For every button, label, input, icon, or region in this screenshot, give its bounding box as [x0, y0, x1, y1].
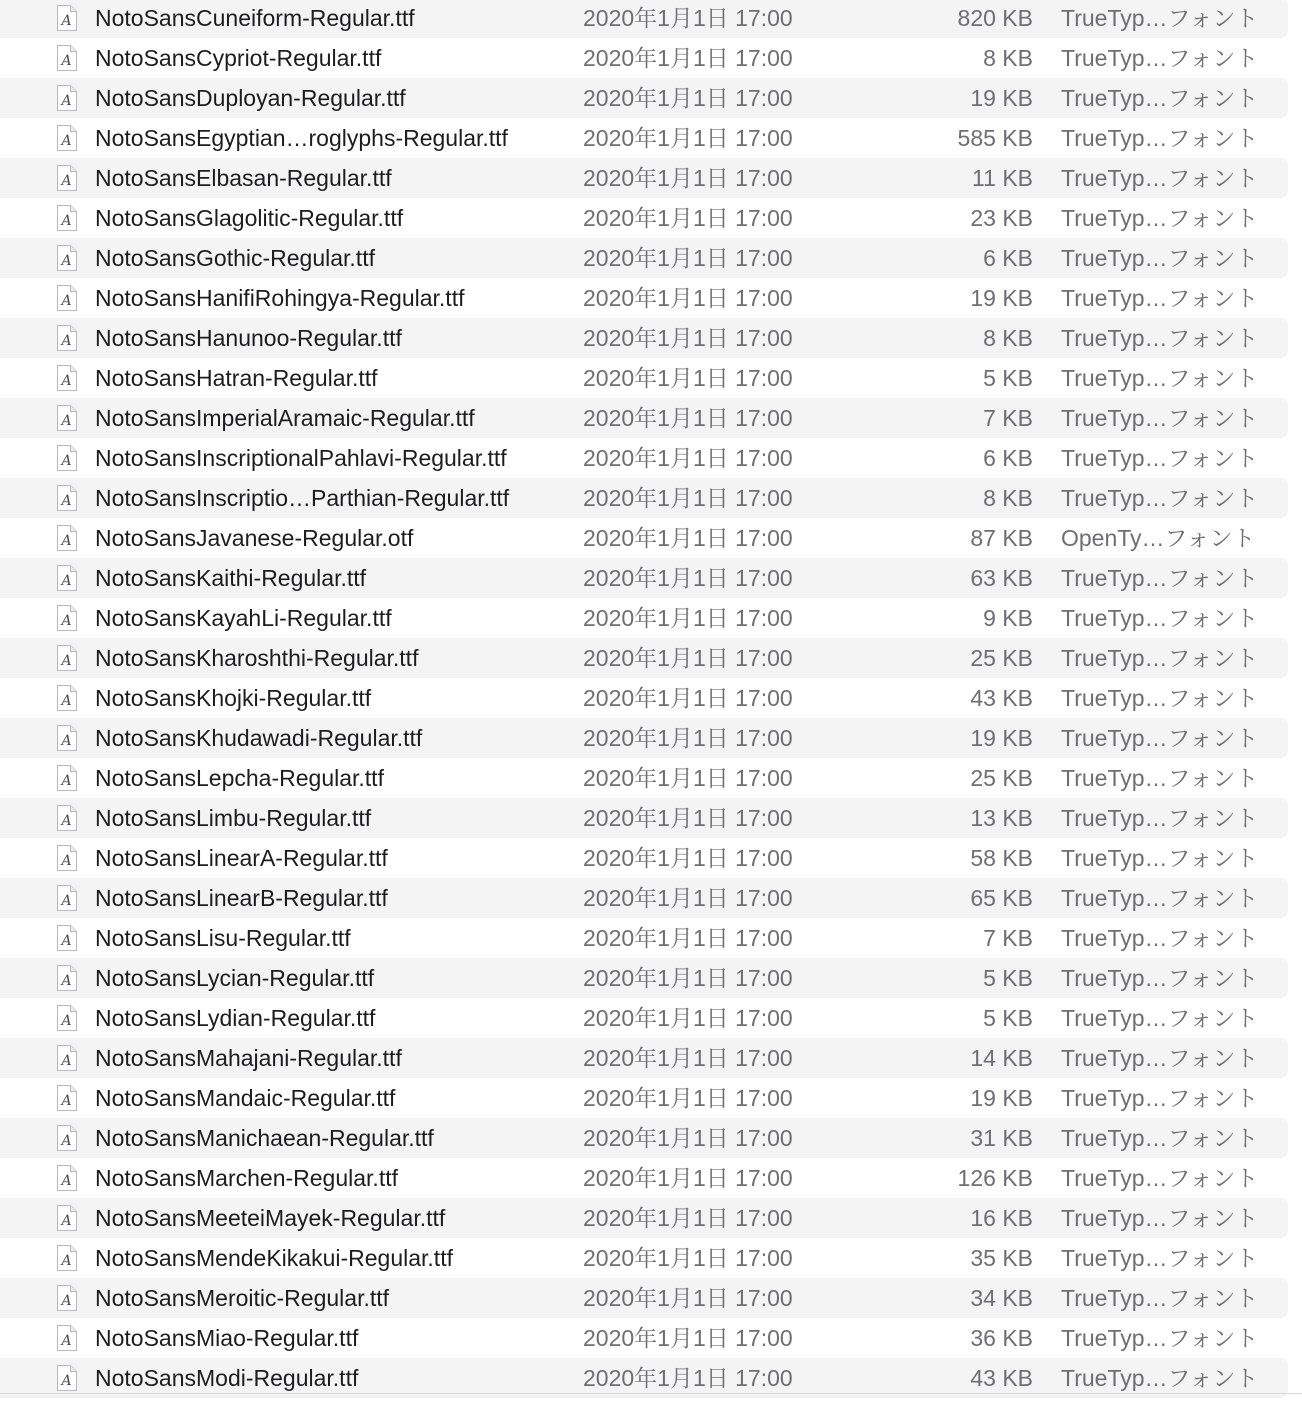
file-row[interactable] [0, 318, 1288, 358]
svg-text:A: A [61, 293, 72, 309]
file-name: NotoSansHatran-Regular.ttf [95, 365, 378, 391]
font-file-icon [55, 164, 79, 192]
file-row[interactable] [0, 278, 1288, 318]
file-row[interactable] [0, 38, 1288, 78]
file-name: NotoSansLepcha-Regular.ttf [95, 765, 384, 791]
svg-text:A: A [61, 333, 72, 349]
file-size: 7 KB [983, 925, 1033, 951]
date-modified: 2020年1月1日 17:00 [583, 85, 793, 111]
file-size: 25 KB [970, 765, 1033, 791]
svg-text:A: A [61, 213, 72, 229]
file-row[interactable] [0, 1358, 1288, 1398]
font-file-icon [55, 724, 79, 752]
svg-text:A: A [61, 1213, 72, 1229]
font-file-icon [55, 804, 79, 832]
font-file-icon [55, 1004, 79, 1032]
date-modified: 2020年1月1日 17:00 [583, 885, 793, 911]
file-name: NotoSansModi-Regular.ttf [95, 1365, 359, 1391]
file-size: 13 KB [970, 805, 1033, 831]
file-row[interactable] [0, 0, 1288, 38]
file-kind: TrueTyp…フォント [1061, 5, 1259, 31]
file-name: NotoSansHanunoo-Regular.ttf [95, 325, 402, 351]
svg-text:A: A [61, 1093, 72, 1109]
file-name: NotoSansMandaic-Regular.ttf [95, 1085, 396, 1111]
date-modified: 2020年1月1日 17:00 [583, 805, 793, 831]
file-row[interactable] [0, 1158, 1288, 1198]
file-name: NotoSansInscriptio…Parthian-Regular.ttf [95, 485, 510, 511]
file-name: NotoSansEgyptian…roglyphs-Regular.ttf [95, 125, 508, 151]
file-kind: TrueTyp…フォント [1061, 45, 1259, 71]
date-modified: 2020年1月1日 17:00 [583, 1045, 793, 1071]
svg-text:A: A [61, 53, 72, 69]
file-name: NotoSansLycian-Regular.ttf [95, 965, 375, 991]
file-name: NotoSansMarchen-Regular.ttf [95, 1165, 398, 1191]
file-kind: TrueTyp…フォント [1061, 325, 1259, 351]
date-modified: 2020年1月1日 17:00 [583, 485, 793, 511]
file-kind: TrueTyp…フォント [1061, 725, 1259, 751]
font-file-icon [55, 1324, 79, 1352]
file-name: NotoSansLisu-Regular.ttf [95, 925, 351, 951]
file-row[interactable] [0, 158, 1288, 198]
file-kind: TrueTyp…フォント [1061, 1245, 1259, 1271]
file-size: 63 KB [970, 565, 1033, 591]
file-row[interactable] [0, 638, 1288, 678]
file-kind: TrueTyp…フォント [1061, 365, 1259, 391]
date-modified: 2020年1月1日 17:00 [583, 965, 793, 991]
file-size: 58 KB [970, 845, 1033, 871]
svg-text:A: A [61, 813, 72, 829]
file-row[interactable] [0, 798, 1288, 838]
file-kind: TrueTyp…フォント [1061, 1365, 1259, 1391]
file-kind: TrueTyp…フォント [1061, 165, 1259, 191]
file-kind: TrueTyp…フォント [1061, 565, 1259, 591]
date-modified: 2020年1月1日 17:00 [583, 565, 793, 591]
file-name: NotoSansManichaean-Regular.ttf [95, 1125, 434, 1151]
svg-text:A: A [61, 373, 72, 389]
file-row[interactable] [0, 398, 1288, 438]
svg-text:A: A [61, 773, 72, 789]
svg-text:A: A [61, 1253, 72, 1269]
font-file-icon [55, 444, 79, 472]
file-size: 7 KB [983, 405, 1033, 431]
date-modified: 2020年1月1日 17:00 [583, 165, 793, 191]
file-row[interactable] [0, 1078, 1288, 1118]
file-kind: TrueTyp…フォント [1061, 845, 1259, 871]
svg-text:A: A [61, 933, 72, 949]
file-size: 6 KB [983, 445, 1033, 471]
file-size: 5 KB [983, 1005, 1033, 1031]
file-size: 16 KB [970, 1205, 1033, 1231]
svg-text:A: A [61, 173, 72, 189]
file-size: 43 KB [970, 1365, 1033, 1391]
file-kind: TrueTyp…フォント [1061, 605, 1259, 631]
date-modified: 2020年1月1日 17:00 [583, 685, 793, 711]
file-name: NotoSansMeroitic-Regular.ttf [95, 1285, 390, 1311]
svg-text:A: A [61, 693, 72, 709]
file-size: 43 KB [970, 685, 1033, 711]
file-kind: TrueTyp…フォント [1061, 1045, 1259, 1071]
date-modified: 2020年1月1日 17:00 [583, 445, 793, 471]
file-kind: TrueTyp…フォント [1061, 445, 1259, 471]
font-file-icon [55, 524, 79, 552]
font-file-icon [55, 84, 79, 112]
file-row[interactable] [0, 118, 1288, 158]
svg-text:A: A [61, 1173, 72, 1189]
date-modified: 2020年1月1日 17:00 [583, 725, 793, 751]
file-row[interactable] [0, 78, 1288, 118]
date-modified: 2020年1月1日 17:00 [583, 45, 793, 71]
file-size: 87 KB [970, 525, 1033, 551]
svg-text:A: A [61, 1133, 72, 1149]
font-file-icon [55, 924, 79, 952]
file-name: NotoSansHanifiRohingya-Regular.ttf [95, 285, 465, 311]
date-modified: 2020年1月1日 17:00 [583, 1005, 793, 1031]
svg-text:A: A [61, 1013, 72, 1029]
font-file-icon [55, 1364, 79, 1392]
date-modified: 2020年1月1日 17:00 [583, 645, 793, 671]
font-file-icon [55, 484, 79, 512]
file-kind: TrueTyp…フォント [1061, 645, 1259, 671]
file-kind: TrueTyp…フォント [1061, 1325, 1259, 1351]
file-kind: TrueTyp…フォント [1061, 1285, 1259, 1311]
date-modified: 2020年1月1日 17:00 [583, 1085, 793, 1111]
file-name: NotoSansKhojki-Regular.ttf [95, 685, 372, 711]
font-file-icon [55, 604, 79, 632]
file-name: NotoSansCuneiform-Regular.ttf [95, 5, 415, 31]
file-name: NotoSansDuployan-Regular.ttf [95, 85, 406, 111]
file-size: 8 KB [983, 325, 1033, 351]
file-size: 9 KB [983, 605, 1033, 631]
font-file-icon [55, 644, 79, 672]
file-row[interactable] [0, 238, 1288, 278]
date-modified: 2020年1月1日 17:00 [583, 765, 793, 791]
file-kind: TrueTyp…フォント [1061, 485, 1259, 511]
file-kind: TrueTyp…フォント [1061, 125, 1259, 151]
file-name: NotoSansKaithi-Regular.ttf [95, 565, 367, 591]
file-kind: OpenTy…フォント [1061, 525, 1256, 551]
file-row[interactable] [0, 878, 1288, 918]
file-size: 14 KB [970, 1045, 1033, 1071]
file-name: NotoSansMahajani-Regular.ttf [95, 1045, 402, 1071]
file-size: 34 KB [970, 1285, 1033, 1311]
date-modified: 2020年1月1日 17:00 [583, 845, 793, 871]
svg-text:A: A [61, 453, 72, 469]
font-file-icon [55, 1284, 79, 1312]
date-modified: 2020年1月1日 17:00 [583, 1165, 793, 1191]
file-name: NotoSansLydian-Regular.ttf [95, 1005, 376, 1031]
date-modified: 2020年1月1日 17:00 [583, 365, 793, 391]
file-size: 19 KB [970, 1085, 1033, 1111]
file-name: NotoSansKhudawadi-Regular.ttf [95, 725, 423, 751]
font-file-icon [55, 884, 79, 912]
font-file-icon [55, 1084, 79, 1112]
font-file-icon [55, 364, 79, 392]
file-kind: TrueTyp…フォント [1061, 885, 1259, 911]
file-kind: TrueTyp…フォント [1061, 765, 1259, 791]
font-file-icon [55, 964, 79, 992]
svg-text:A: A [61, 733, 72, 749]
date-modified: 2020年1月1日 17:00 [583, 285, 793, 311]
file-row[interactable] [0, 1318, 1288, 1358]
file-size: 8 KB [983, 485, 1033, 511]
file-name: NotoSansElbasan-Regular.ttf [95, 165, 392, 191]
svg-text:A: A [61, 533, 72, 549]
date-modified: 2020年1月1日 17:00 [583, 925, 793, 951]
font-file-icon [55, 44, 79, 72]
file-row[interactable] [0, 958, 1288, 998]
svg-text:A: A [61, 413, 72, 429]
svg-text:A: A [61, 1333, 72, 1349]
file-kind: TrueTyp…フォント [1061, 965, 1259, 991]
file-kind: TrueTyp…フォント [1061, 405, 1259, 431]
font-file-icon [55, 564, 79, 592]
svg-text:A: A [61, 93, 72, 109]
file-row[interactable] [0, 1238, 1288, 1278]
file-size: 8 KB [983, 45, 1033, 71]
file-name: NotoSansMeeteiMayek-Regular.ttf [95, 1205, 446, 1231]
svg-text:A: A [61, 973, 72, 989]
date-modified: 2020年1月1日 17:00 [583, 1285, 793, 1311]
date-modified: 2020年1月1日 17:00 [583, 1125, 793, 1151]
file-size: 6 KB [983, 245, 1033, 271]
file-row[interactable] [0, 998, 1288, 1038]
svg-text:A: A [61, 253, 72, 269]
file-kind: TrueTyp…フォント [1061, 1125, 1259, 1151]
date-modified: 2020年1月1日 17:00 [583, 525, 793, 551]
date-modified: 2020年1月1日 17:00 [583, 1325, 793, 1351]
file-row[interactable] [0, 1038, 1288, 1078]
font-file-icon [55, 684, 79, 712]
file-row[interactable] [0, 718, 1288, 758]
date-modified: 2020年1月1日 17:00 [583, 605, 793, 631]
file-row[interactable] [0, 598, 1288, 638]
file-name: NotoSansInscriptionalPahlavi-Regular.ttf [95, 445, 507, 471]
svg-text:A: A [61, 893, 72, 909]
file-row[interactable] [0, 478, 1288, 518]
file-size: 820 KB [957, 5, 1033, 31]
date-modified: 2020年1月1日 17:00 [583, 325, 793, 351]
svg-text:A: A [61, 493, 72, 509]
svg-text:A: A [61, 573, 72, 589]
date-modified: 2020年1月1日 17:00 [583, 1365, 793, 1391]
file-name: NotoSansLinearA-Regular.ttf [95, 845, 388, 871]
file-row[interactable] [0, 1118, 1288, 1158]
font-file-icon [55, 284, 79, 312]
file-size: 5 KB [983, 965, 1033, 991]
font-file-icon [55, 1244, 79, 1272]
file-kind: TrueTyp…フォント [1061, 1165, 1259, 1191]
svg-text:A: A [61, 1053, 72, 1069]
file-name: NotoSansKayahLi-Regular.ttf [95, 605, 392, 631]
file-size: 65 KB [970, 885, 1033, 911]
file-row[interactable] [0, 678, 1288, 718]
file-name: NotoSansLinearB-Regular.ttf [95, 885, 388, 911]
file-name: NotoSansMiao-Regular.ttf [95, 1325, 359, 1351]
file-size: 585 KB [957, 125, 1033, 151]
file-size: 11 KB [972, 165, 1033, 191]
date-modified: 2020年1月1日 17:00 [583, 125, 793, 151]
svg-text:A: A [61, 133, 72, 149]
font-file-icon [55, 1204, 79, 1232]
file-kind: TrueTyp…フォント [1061, 85, 1259, 111]
font-file-icon [55, 244, 79, 272]
font-file-icon [55, 124, 79, 152]
file-kind: TrueTyp…フォント [1061, 205, 1259, 231]
file-size: 126 KB [957, 1165, 1033, 1191]
svg-text:A: A [61, 1373, 72, 1389]
file-size: 5 KB [983, 365, 1033, 391]
svg-text:A: A [61, 13, 72, 29]
svg-text:A: A [61, 613, 72, 629]
file-kind: TrueTyp…フォント [1061, 285, 1259, 311]
date-modified: 2020年1月1日 17:00 [583, 245, 793, 271]
file-kind: TrueTyp…フォント [1061, 805, 1259, 831]
file-row[interactable] [0, 918, 1288, 958]
file-size: 23 KB [970, 205, 1033, 231]
file-kind: TrueTyp…フォント [1061, 1085, 1259, 1111]
file-size: 19 KB [970, 85, 1033, 111]
file-row[interactable] [0, 558, 1288, 598]
file-size: 19 KB [970, 285, 1033, 311]
font-file-icon [55, 4, 79, 32]
date-modified: 2020年1月1日 17:00 [583, 1205, 793, 1231]
font-file-icon [55, 764, 79, 792]
file-name: NotoSansGlagolitic-Regular.ttf [95, 205, 404, 231]
file-row[interactable] [0, 1278, 1288, 1318]
font-file-icon [55, 404, 79, 432]
file-kind: TrueTyp…フォント [1061, 1205, 1259, 1231]
date-modified: 2020年1月1日 17:00 [583, 405, 793, 431]
date-modified: 2020年1月1日 17:00 [583, 1245, 793, 1271]
file-name: NotoSansKharoshthi-Regular.ttf [95, 645, 419, 671]
file-name: NotoSansMendeKikakui-Regular.ttf [95, 1245, 453, 1271]
date-modified: 2020年1月1日 17:00 [583, 5, 793, 31]
file-name: NotoSansGothic-Regular.ttf [95, 245, 375, 271]
font-file-icon [55, 1124, 79, 1152]
svg-text:A: A [61, 653, 72, 669]
file-kind: TrueTyp…フォント [1061, 245, 1259, 271]
font-file-icon [55, 204, 79, 232]
font-file-icon [55, 844, 79, 872]
font-file-icon [55, 1164, 79, 1192]
file-name: NotoSansImperialAramaic-Regular.ttf [95, 405, 475, 431]
svg-text:A: A [61, 1293, 72, 1309]
file-kind: TrueTyp…フォント [1061, 1005, 1259, 1031]
file-size: 19 KB [970, 725, 1033, 751]
file-size: 25 KB [970, 645, 1033, 671]
file-row[interactable] [0, 198, 1288, 238]
file-size: 36 KB [970, 1325, 1033, 1351]
file-name: NotoSansJavanese-Regular.otf [95, 525, 414, 551]
file-kind: TrueTyp…フォント [1061, 685, 1259, 711]
file-row[interactable] [0, 518, 1288, 558]
file-row[interactable] [0, 1198, 1288, 1238]
file-size: 35 KB [970, 1245, 1033, 1271]
list-bottom-divider [0, 1393, 1302, 1394]
file-row[interactable] [0, 838, 1288, 878]
date-modified: 2020年1月1日 17:00 [583, 205, 793, 231]
file-row[interactable] [0, 758, 1288, 798]
font-file-icon [55, 324, 79, 352]
file-name: NotoSansLimbu-Regular.ttf [95, 805, 372, 831]
file-kind: TrueTyp…フォント [1061, 925, 1259, 951]
file-row[interactable] [0, 358, 1288, 398]
file-size: 31 KB [970, 1125, 1033, 1151]
file-name: NotoSansCypriot-Regular.ttf [95, 45, 382, 71]
font-file-icon [55, 1044, 79, 1072]
file-row[interactable] [0, 438, 1288, 478]
svg-text:A: A [61, 853, 72, 869]
